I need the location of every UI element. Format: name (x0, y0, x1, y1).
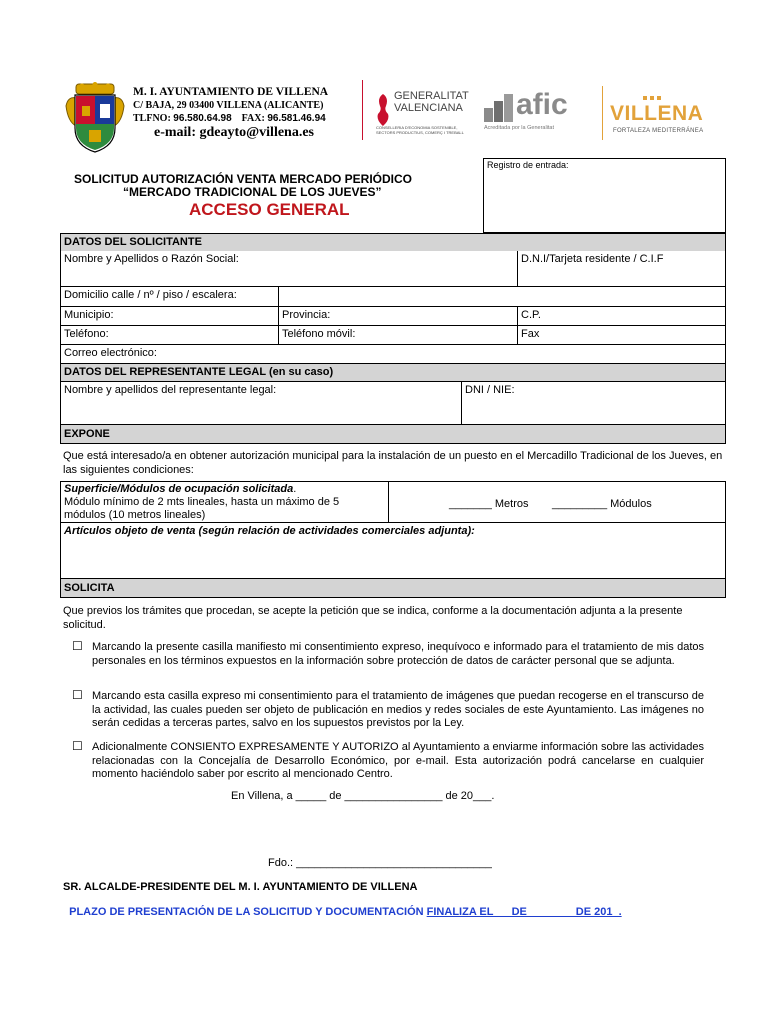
form-title-access: ACCESO GENERAL (189, 200, 350, 219)
surface-desc1: Módulo mínimo de 2 mts lineales, hasta un máximo de 5 (64, 496, 340, 508)
form-title-line2: “MERCADO TRADICIONAL DE LOS JUEVES” (123, 185, 382, 199)
signature-line[interactable]: Fdo.: ________________________________ (268, 857, 492, 869)
gv-line1: GENERALITAT (394, 90, 469, 102)
expone-header (60, 425, 726, 444)
provincia-label: Provincia: (282, 309, 331, 321)
consent-email-text: Adicionalmente CONSIENTO EXPRESAMENTE Y AUTORIZO al Ayuntamiento a enviarme información sobre las actividades relacionadas con la Concejalía de Desarrollo Económico, por e-mail. Esta autorización podrá cancelarse en cualquier momento haciéndolo saber por escrito al mencionado Centro. (92, 741, 704, 780)
name-label: Nombre y Apellidos o Razón Social: (64, 253, 239, 265)
solicita-header (60, 579, 726, 598)
generalitat-valenciana-logo (374, 90, 474, 138)
rep-dni-field[interactable] (462, 382, 725, 424)
row-articles[interactable] (60, 523, 726, 579)
consent-images-text: Marcando esta casilla expreso mi consentimiento para el tratamiento de imágenes que puedan recogerse en el transcurso de la actividad, las cuales pueden ser objeto de publicación en medios y redes sociales de este Ayuntamiento. Las imágenes no serán cedidas a terceras partes, salvo en los supuestos previstos por la Ley. (92, 690, 704, 729)
address-label: Domicilio calle / nº / piso / escalera: (64, 289, 237, 301)
address-field[interactable] (279, 287, 725, 306)
org-phone-fax: TLFNO: 96.580.64.98 FAX: 96.581.46.94 (133, 113, 326, 124)
solicita-text: Que previos los trámites que procedan, se acepte la petición que se indica, conforme a la documentación adjunta a la presente solicitud. (63, 605, 683, 631)
registry-label: Registro de entrada: (487, 160, 569, 170)
deadline-date: FINALIZA EL DE DE 201 . (426, 906, 622, 918)
municipio-field[interactable] (61, 307, 278, 325)
afic-text: afic (516, 88, 568, 121)
representante-header (60, 364, 726, 382)
registry-box[interactable] (483, 158, 726, 233)
name-field[interactable] (61, 251, 517, 286)
org-address: C/ BAJA, 29 03400 VILLENA (ALICANTE) (133, 100, 324, 111)
villena-text: VILLENA (610, 102, 704, 125)
solicitante-section-title: DATOS DEL SOLICITANTE (61, 234, 725, 251)
afic-sub: Acreditada por la Generalitat (484, 125, 555, 131)
surface-desc-cell: Superficie/Módulos de ocupación solicitada. Módulo mínimo de 2 mts lineales, hasta un máximo de 5 módulos (10 metros lineales) (64, 483, 340, 521)
expone-text: Que está interesado/a en obtener autorización municipal para la instalación de un puesto en el Mercadillo Tradicional de los Jueves, en las siguientes condiciones: (63, 450, 723, 476)
row-address (60, 287, 726, 307)
email-label: Correo electrónico: (64, 347, 157, 359)
deadline-notice (63, 894, 622, 918)
org-name: M. I. AYUNTAMIENTO DE VILLENA (133, 86, 329, 98)
villena-divider (602, 86, 603, 140)
row-municipio (60, 307, 726, 326)
consent-data-text: Marcando la presente casilla manifiesto mi consentimiento expreso, inequívoco e informado para el tratamiento de mis datos personales en los términos expuestos en la información sobre protección de datos de carácter personal que se adjunta. (92, 641, 704, 667)
rep-dni-label: DNI / NIE: (465, 384, 515, 396)
gv-line2: VALENCIANA (394, 102, 463, 114)
villena-sub: FORTALEZA MEDITERRÁNEA (613, 128, 704, 134)
cp-label: C.P. (521, 309, 541, 321)
form-title-line1: SOLICITUD AUTORIZACIÓN VENTA MERCADO PERIÓDICO (74, 172, 413, 186)
rep-name-label: Nombre y apellidos del representante legal: (64, 384, 277, 396)
solicitante-header (60, 233, 726, 251)
expone-section-title: EXPONE (61, 425, 725, 443)
movil-field[interactable] (279, 326, 517, 344)
addressee: SR. ALCALDE-PRESIDENTE DEL M. I. AYUNTAMIENTO DE VILLENA (63, 881, 418, 893)
villena-coat-of-arms (62, 82, 128, 154)
dni-label: D.N.I/Tarjeta residente / C.I.F (521, 253, 664, 265)
modulos-field[interactable]: _________ Módulos (552, 498, 652, 510)
surface-title: Superficie/Módulos de ocupación solicitada (64, 483, 294, 495)
address-label-cell (61, 287, 278, 306)
deadline-text: PLAZO DE PRESENTACIÓN DE LA SOLICITUD Y DOCUMENTACIÓN (69, 906, 427, 918)
fax-field[interactable] (518, 326, 725, 344)
fax-label: Fax (521, 328, 540, 340)
telefono-label: Teléfono: (64, 328, 109, 340)
gv-sub2: SECTORS PRODUCTIUS, COMERÇ I TREBALL (376, 130, 464, 135)
date-line[interactable]: En Villena, a _____ de ________________ de 20___. (231, 790, 495, 802)
row-telefono (60, 326, 726, 345)
row-representante (60, 382, 726, 425)
villena-dots (643, 96, 663, 100)
dni-field[interactable] (518, 251, 725, 286)
row-email (60, 345, 726, 364)
consent-images-checkbox[interactable]: ☐ (72, 688, 83, 702)
solicita-section-title: SOLICITA (61, 579, 725, 597)
consent-email-checkbox[interactable]: ☐ (72, 739, 83, 753)
rep-name-field[interactable] (61, 382, 461, 424)
telefono-field[interactable] (61, 326, 278, 344)
representante-section-title: DATOS DEL REPRESENTANTE LEGAL (en su caso) (61, 364, 725, 381)
email-field[interactable] (61, 345, 725, 363)
org-email[interactable]: e-mail: gdeayto@villena.es (154, 125, 314, 140)
municipio-label: Municipio: (64, 309, 114, 321)
cp-field[interactable] (518, 307, 725, 325)
afic-logo (484, 88, 574, 138)
header-divider (362, 80, 363, 140)
gv-sub1: CONSELLERIA D'ECONOMIA SOSTENIBLE, (376, 125, 458, 130)
metros-field[interactable]: _______ Metros (449, 498, 529, 510)
row-surface (60, 481, 726, 523)
surface-desc2: módulos (10 metros lineales) (64, 509, 206, 521)
provincia-field[interactable] (279, 307, 517, 325)
villena-brand-logo (610, 96, 710, 140)
row-name-dni (60, 251, 726, 287)
consent-data-checkbox[interactable]: ☐ (72, 639, 83, 653)
articles-label: Artículos objeto de venta (según relación de actividades comerciales adjunta): (64, 525, 475, 537)
movil-label: Teléfono móvil: (282, 328, 356, 340)
